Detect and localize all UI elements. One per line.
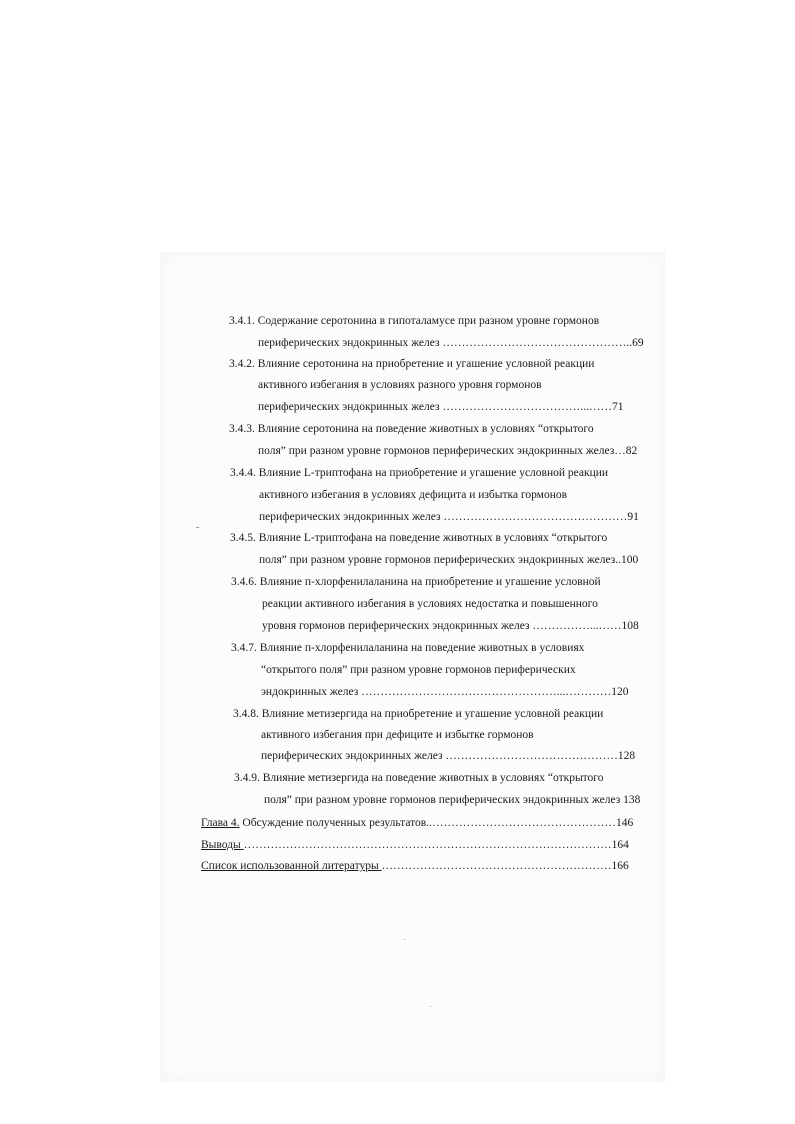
toc-entry-3-4-2-line1: 3.4.2. Влияние серотонина на приобретение и угашение условной реакции [229, 358, 595, 370]
toc-entry-3-4-6-line3: уровня гормонов периферических эндокринных желез ……………...……108 [262, 620, 639, 632]
toc-entry-3-4-2-line2: активного избегания в условиях разного уровня гормонов [258, 379, 542, 391]
toc-entry-3-4-2-line3: периферических эндокринных желез ………………………………...……71 [258, 401, 624, 413]
toc-entry-3-4-3-line1: 3.4.3. Влияние серотонина на поведение животных в условиях “открытого [229, 423, 594, 435]
toc-entry-3-4-7-line1: 3.4.7. Влияние п-хлорфенилаланина на поведение животных в условиях [231, 642, 585, 654]
chapter-4-title: Обсуждение полученных результатов..…………………………………………146 [239, 817, 634, 829]
toc-entry-3-4-4-line2: активного избегания в условиях дефицита и избытка гормонов [259, 489, 568, 501]
toc-entry-3-4-9-line2: поля” при разном уровне гормонов периферических эндокринных желез 138 [264, 794, 641, 806]
toc-entry-3-4-5-line2: поля” при разном уровне гормонов периферических эндокринных желез..100 [259, 554, 639, 566]
chapter-4-label: Глава 4. [201, 817, 240, 829]
toc-entry-3-4-7-line3: эндокринных желез ……………………………………………...…………120 [261, 686, 629, 698]
toc-entry-3-4-3-line2: поля” при разном уровне гормонов периферических эндокринных желез…82 [258, 445, 638, 457]
toc-entry-conclusions [201, 838, 629, 852]
references-label: Список использованной литературы [201, 860, 382, 872]
conclusions-label: Выводы [201, 839, 244, 851]
toc-entry-3-4-5-line1: 3.4.5. Влияние L-триптофана на поведение животных в условиях “открытого [230, 532, 608, 544]
toc-entry-3-4-6-line2: реакции активного избегания в условиях недостатка и повышенного [262, 598, 598, 610]
toc-entry-3-4-8-line1: 3.4.8. Влияние метизергида на приобретение и угашение условной реакции [233, 708, 604, 720]
toc-entry-3-4-8-line3: периферических эндокринных желез ………………………………………128 [261, 750, 636, 762]
scan-speck [430, 1006, 431, 1007]
toc-entry-3-4-9-line1: 3.4.9. Влияние метизергида на поведение животных в условиях “открытого [234, 772, 604, 784]
scan-speck [196, 527, 199, 528]
toc-entry-references [201, 859, 629, 873]
toc-entry-3-4-7-line2: “открытого поля” при разном уровне гормонов периферических [261, 664, 576, 676]
conclusions-leader: ……………………………………………………………………………………164 [243, 839, 629, 851]
toc-entry-3-4-1-line1: 3.4.1. Содержание серотонина в гипоталамусе при разном уровне гормонов [229, 315, 600, 327]
toc-entry-3-4-6-line1: 3.4.6. Влияние п-хлорфенилаланина на приобретение и угашение условной [231, 576, 601, 588]
toc-entry-3-4-8-line2: активного избегания при дефиците и избытке гормонов [261, 729, 534, 741]
scan-speck [404, 939, 405, 940]
toc-entry-3-4-4-line1: 3.4.4. Влияние L-триптофана на приобретение и угашение условной реакции [230, 467, 609, 479]
references-leader: ……………………………………………………166 [381, 860, 629, 872]
toc-entry-chapter-4 [201, 816, 633, 830]
toc-entry-3-4-1-line2: периферических эндокринных желез …………………………………………..69 [258, 337, 644, 349]
toc-entry-3-4-4-line3: периферических эндокринных желез …………………………………………91 [259, 511, 639, 523]
